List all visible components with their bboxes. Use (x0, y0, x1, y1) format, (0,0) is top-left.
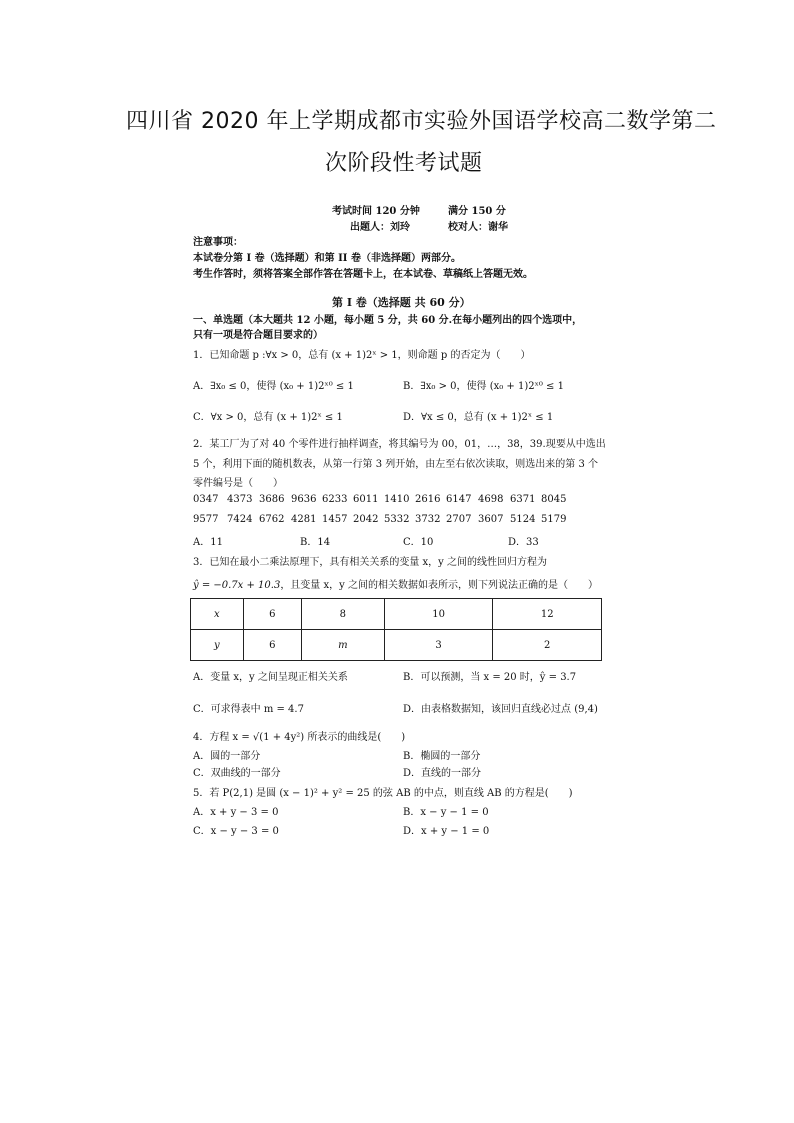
table-cell: y (191, 630, 244, 661)
full-score: 满分 150 分 (448, 206, 506, 217)
question-5-option-c: C．x − y − 3 = 0 (193, 826, 279, 837)
table-row (191, 599, 602, 630)
question-4-option-a: A．圆的一部分 (193, 751, 261, 762)
question-1-option-c: C．∀x > 0，总有 (x + 1)2ˣ ≤ 1 (193, 412, 343, 423)
question-2-line-1: 2．某工厂为了对 40 个零件进行抽样调查，将其编号为 00，01，…，38，39.现要从中选出 (193, 439, 606, 450)
notice-item-2: 考生作答时，须将答案全部作答在答题卡上，在本试卷、草稿纸上答题无效。 (193, 269, 533, 280)
table-cell: 6 (243, 599, 301, 630)
table-cell: 6 (243, 630, 301, 661)
random-number-cell: 4373 (227, 494, 253, 505)
question-3-line-1: 3．已知在最小二乘法原理下，具有相关关系的变量 x，y 之间的线性回归方程为 (193, 557, 548, 568)
question-4-option-b: B．椭圆的一部分 (403, 751, 481, 762)
question-2-line-3: 零件编号是（ ） (193, 478, 283, 489)
page-title-line-1: 四川省 2020 年上学期成都市实验外国语学校高二数学第二 (126, 109, 717, 134)
random-number-cell: 3686 (259, 494, 285, 505)
section-title: 第 I 卷（选择题 共 60 分） (332, 296, 471, 309)
question-3-option-b: B．可以预测，当 x = 20 时，ŷ = 3.7 (403, 672, 577, 683)
random-number-cell: 9636 (291, 494, 317, 505)
random-number-cell: 6147 (446, 494, 472, 505)
section-description-2: 只有一项是符合题目要求的） (193, 330, 323, 341)
random-number-cell: 4698 (478, 494, 504, 505)
question-1-option-a: A．∃x₀ ≤ 0，使得 (x₀ + 1)2ˣ⁰ ≤ 1 (193, 381, 354, 392)
regression-equation: ŷ = −0.7x + 10.3 (193, 580, 281, 591)
random-number-cell: 2042 (353, 514, 379, 525)
random-number-cell: 9577 (193, 514, 219, 525)
random-number-cell: 3607 (478, 514, 504, 525)
random-number-cell: 0347 (193, 494, 219, 505)
notice-item-1: 本试卷分第 I 卷（选择题）和第 II 卷（非选择题）两部分。 (193, 253, 461, 264)
question-2-option-a: A．11 (193, 537, 223, 548)
question-4-option-c: C．双曲线的一部分 (193, 768, 281, 779)
notice-heading: 注意事项： (193, 237, 243, 248)
random-number-cell: 4281 (291, 514, 317, 525)
random-number-cell: 5332 (384, 514, 410, 525)
random-number-cell: 1457 (322, 514, 348, 525)
question-1-option-b: B．∃x₀ > 0，使得 (x₀ + 1)2ˣ⁰ ≤ 1 (403, 381, 564, 392)
question-5-option-b: B．x − y − 1 = 0 (403, 807, 489, 818)
random-number-cell: 3732 (415, 514, 441, 525)
table-cell: 8 (301, 599, 384, 630)
question-2-option-d: D．33 (508, 537, 539, 548)
question-5-option-a: A．x + y − 3 = 0 (193, 807, 279, 818)
table-row (191, 630, 602, 661)
random-number-cell: 6762 (259, 514, 285, 525)
table-cell: 10 (384, 599, 493, 630)
random-number-cell: 5124 (510, 514, 536, 525)
random-number-cell: 6371 (510, 494, 536, 505)
data-table (190, 598, 602, 661)
question-3-line-2: ，且变量 x，y 之间的相关数据如表所示，则下列说法正确的是（ ） (280, 580, 598, 591)
table-cell: m (301, 630, 384, 661)
section-description-1: 一、单选题（本大题共 12 小题，每小题 5 分，共 60 分.在每小题列出的四个选项中， (193, 315, 583, 326)
question-4-option-d: D．直线的一部分 (403, 768, 482, 779)
question-3-option-d: D．由表格数据知，该回归直线必过点 (9,4) (403, 704, 598, 715)
question-5-option-d: D．x + y − 1 = 0 (403, 826, 490, 837)
random-number-cell: 2616 (415, 494, 441, 505)
question-4-stem: 4．方程 x = √(1 + 4y²) 所表示的曲线是( ) (193, 732, 406, 743)
question-2-line-2: 5 个，利用下面的随机数表，从第一行第 3 列开始，由左至右依次读取，则选出来的第 3 个 (193, 459, 598, 470)
table-cell: x (191, 599, 244, 630)
random-number-cell: 1410 (384, 494, 410, 505)
random-number-cell: 6011 (353, 494, 379, 505)
random-number-cell: 5179 (541, 514, 567, 525)
random-number-cell: 2707 (446, 514, 472, 525)
proofreader: 校对人：谢华 (448, 222, 508, 233)
question-5-stem: 5．若 P(2,1) 是圆 (x − 1)² + y² = 25 的弦 AB 的中点，则直线 AB 的方程是( ) (193, 788, 573, 799)
random-number-cell: 7424 (227, 514, 253, 525)
exam-time: 考试时间 120 分钟 (332, 206, 420, 217)
setter: 出题人：刘玲 (350, 222, 410, 233)
table-cell: 2 (493, 630, 602, 661)
question-1-stem: 1．已知命题 p :∀x > 0，总有 (x + 1)2ˣ > 1，则命题 p 的否定为（ ） (193, 350, 531, 361)
question-3-option-a: A．变量 x，y 之间呈现正相关关系 (193, 672, 348, 683)
random-number-cell: 6233 (322, 494, 348, 505)
question-3-option-c: C．可求得表中 m = 4.7 (193, 704, 304, 715)
random-number-cell: 8045 (541, 494, 567, 505)
table-cell: 12 (493, 599, 602, 630)
table-cell: 3 (384, 630, 493, 661)
question-2-option-c: C．10 (403, 537, 434, 548)
question-2-option-b: B．14 (300, 537, 331, 548)
page-title-line-2: 次阶段性考试题 (325, 151, 483, 176)
question-1-option-d: D．∀x ≤ 0，总有 (x + 1)2ˣ ≤ 1 (403, 412, 554, 423)
